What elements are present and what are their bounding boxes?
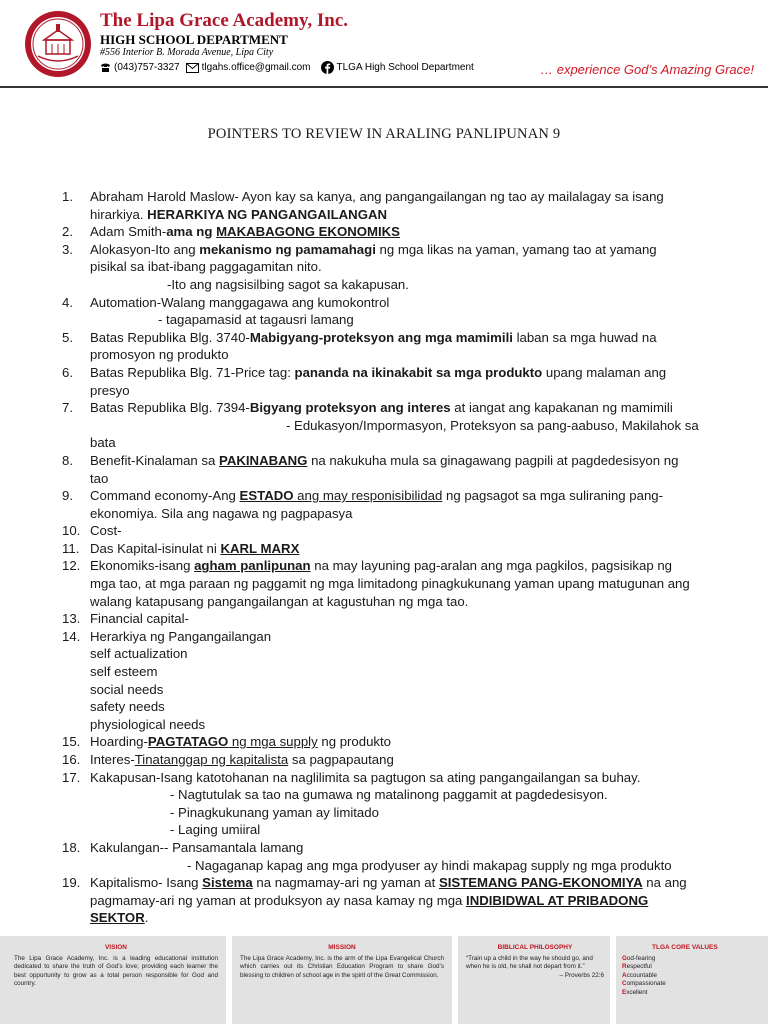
key-term: ama ng (166, 224, 217, 240)
value-rest: ompassionate (626, 980, 666, 988)
list-item (62, 329, 730, 364)
key-term: mekanismo ng pamamahagi (199, 241, 376, 257)
key-term: Sistema (202, 875, 253, 891)
list-item (62, 874, 730, 927)
letterhead (0, 0, 768, 90)
school-tagline: … experience God’s Amazing Grace! (540, 62, 754, 77)
email-address[interactable]: tlgahs.office@gmail.com (201, 62, 311, 73)
item-text: Benefit-Kinalaman sa (90, 452, 220, 468)
item-number: 3. (62, 241, 73, 257)
core-values-section (622, 944, 762, 998)
item-number: 5. (62, 329, 73, 345)
core-value (622, 980, 762, 989)
item-text: na nagmamay-ari ng yaman at (252, 875, 439, 891)
item-text: Kakapusan-Isang katotohanan na naglilimita sa pagtugon sa ating pangangailangan sa buhay. (90, 769, 641, 785)
item-text: sa pagpapautang (288, 752, 394, 767)
item-text: Herarkiya ng Pangangailangan (90, 628, 272, 644)
value-initial: A (622, 971, 627, 979)
mission-text: The Lipa Grace Academy, Inc. is the arm of the Lipa Evangelical Church which carries out its Christian Education Program to share God’s blessing to children of school age in the spirit of the Great Commission. (240, 954, 444, 979)
list-item (62, 522, 730, 540)
school-name: The Lipa Grace Academy, Inc. (100, 10, 349, 31)
item-number: 7. (62, 400, 73, 416)
facebook-contact[interactable] (321, 61, 474, 74)
item-subtext: - Pinagkukunang yaman ay limitado (170, 804, 379, 820)
hierarchy-level: self actualization (90, 646, 188, 662)
hierarchy-level: social needs (90, 681, 164, 697)
item-text: Adam Smith- (90, 224, 167, 240)
item-text: pagmamay-ari ng yaman at produksyon ay nasa kamay ng mga (90, 892, 467, 908)
value-rest: od-fearing (626, 954, 656, 962)
key-term: PAKINABANG (219, 452, 308, 468)
phone-icon (100, 63, 111, 72)
list-item (62, 610, 730, 628)
list-item (62, 540, 730, 558)
philosophy-text: “Train up a child in the way he should go, and when he is old, he shall not depart from it.” (466, 954, 593, 971)
value-initial: G (622, 954, 627, 962)
item-text: Automation-Walang manggagawa ang kumokontrol (90, 294, 390, 310)
item-number: 15. (62, 734, 81, 750)
list-item (62, 769, 730, 839)
item-text: walang katapusang pangangailangan at kagustuhan ng mga tao. (90, 593, 469, 609)
value-initial: E (622, 988, 627, 996)
philosophy-title: BIBLICAL PHILOSOPHY (497, 944, 573, 951)
list-item (62, 241, 730, 294)
item-number: 18. (62, 839, 81, 855)
value-initial: R (622, 963, 627, 971)
item-text: pisikal sa ibat-ibang paggagamitan nito. (90, 259, 322, 275)
facebook-icon (321, 61, 334, 74)
item-subtext: - Edukasyon/Impormasyon, Proteksyon sa pang-aabuso, Makilahok sa (286, 417, 699, 433)
item-text: Batas Republika Blg. 3740- (90, 329, 250, 345)
value-initial: C (622, 980, 627, 988)
footer-divider (610, 936, 616, 1024)
school-seal-logo (24, 10, 92, 78)
header-divider (0, 86, 768, 88)
item-number: 13. (62, 611, 81, 627)
item-number: 6. (62, 364, 73, 380)
item-number: 10. (62, 523, 81, 539)
item-number: 12. (62, 558, 81, 574)
item-text: ng pagsagot sa mga suliraning pang- (442, 488, 663, 504)
value-rest: espectful (626, 963, 652, 971)
key-term: PAGTATAGO (147, 734, 229, 750)
philosophy-reference: – Proverbs 22:6 (559, 971, 604, 979)
list-item (62, 294, 730, 329)
item-text: Batas Republika Blg. 7394- (90, 400, 250, 416)
key-term: Bigyang proteksyon ang interes (249, 400, 451, 416)
phone-number: (043)757-3327 (114, 62, 180, 73)
item-text: Hoarding- (90, 734, 148, 750)
footer-banner (0, 936, 768, 1024)
hierarchy-level: physiological needs (90, 716, 206, 732)
value-rest: xcellent (626, 988, 648, 996)
key-term: ang may responisibilidad (293, 488, 443, 504)
item-text: Batas Republika Blg. 71-Price tag: (90, 364, 295, 380)
item-number: 9. (62, 488, 73, 504)
list-item (62, 557, 730, 610)
mission-title: MISSION (328, 944, 356, 951)
item-text: presyo (90, 382, 130, 398)
department-name: HIGH SCHOOL DEPARTMENT (100, 32, 288, 47)
list-item (62, 628, 730, 734)
key-term: agham panlipunan (194, 558, 311, 574)
email-contact[interactable] (186, 62, 311, 73)
list-item (62, 751, 730, 769)
item-subtext: - Laging umiiral (170, 822, 261, 838)
item-text: upang malaman ang (542, 364, 667, 380)
key-term: SEKTOR (90, 910, 145, 926)
item-text: Interes- (90, 752, 135, 767)
philosophy-section (466, 944, 604, 980)
item-text: Kakulangan-- Pansamantala lamang (90, 839, 304, 855)
footer-divider (226, 936, 232, 1024)
core-value (622, 955, 762, 964)
item-subtext: - Nagaganap kapag ang mga prodyuser ay hindi makapag supply ng mga produkto (187, 857, 672, 873)
list-item (62, 733, 730, 751)
mission-section (240, 944, 444, 980)
item-text: Command economy-Ang (90, 488, 240, 504)
item-text: ng produkto (317, 734, 392, 750)
vision-title: VISION (104, 944, 128, 951)
item-text: bata (90, 435, 116, 451)
item-text: promosyon ng produkto (90, 347, 229, 363)
contact-line (100, 61, 480, 74)
item-text: Ekonomiks-isang (90, 558, 195, 574)
item-subtext: -Ito ang nagsisilbing sagot sa kakapusan. (167, 276, 409, 292)
item-number: 4. (62, 294, 73, 310)
item-text: Das Kapital-isinulat ni (90, 540, 221, 556)
item-subtext: - Nagtutulak sa tao na gumawa ng matalinong paggamit at pagdedesisyon. (170, 787, 608, 803)
item-text: na nakukuha mula sa ginagawang pagpili at pagdedesisyon ng (307, 452, 679, 468)
envelope-icon (186, 63, 199, 73)
item-number: 8. (62, 452, 73, 468)
key-term: KARL MARX (220, 540, 300, 556)
list-item (62, 364, 730, 399)
item-number: 2. (62, 224, 73, 240)
key-term: INDIBIDWAL AT PRIBADONG (466, 892, 649, 908)
key-term: pananda na ikinakabit sa mga produkto (294, 364, 543, 380)
school-address: #556 Interior B. Morada Avenue, Lipa City (100, 47, 274, 58)
item-number: 14. (62, 628, 81, 644)
review-pointers-list (62, 188, 730, 927)
item-text: mga tao, at mga paraan ng paggamit ng mga limitadong pinagkukunang yaman upang matugunan ang (90, 576, 690, 592)
phone-contact (100, 62, 180, 73)
item-text: na may layuning pag-aralan ang mga pagkilos, pagsisikap ng (310, 558, 672, 574)
item-text: Kapitalismo- Isang (90, 875, 203, 891)
core-value (622, 963, 762, 972)
vision-section (14, 944, 218, 989)
item-subtext: - tagapamasid at tagausri lamang (158, 312, 354, 328)
item-text: na ang (642, 875, 687, 891)
core-value (622, 972, 762, 981)
item-text: hirarkiya. (90, 206, 148, 222)
key-term: SISTEMANG PANG-EKONOMIYA (438, 875, 643, 891)
value-rest: ccountable (626, 971, 658, 979)
item-number: 19. (62, 875, 81, 891)
footer-divider (452, 936, 458, 1024)
item-number: 1. (62, 189, 73, 204)
hierarchy-level: safety needs (90, 699, 165, 715)
list-item (62, 839, 730, 874)
document-title: POINTERS TO REVIEW IN ARALING PANLIPUNAN 9 (207, 126, 561, 142)
list-item (62, 487, 730, 522)
list-item (62, 188, 730, 223)
item-number: 17. (62, 769, 81, 785)
core-values-title: TLGA CORE VALUES (652, 944, 718, 951)
item-number: 11. (62, 540, 80, 556)
list-item (62, 223, 730, 241)
list-item (62, 399, 730, 452)
key-term: Tinatanggap ng kapitalista (134, 752, 289, 767)
item-text: tao (90, 470, 109, 486)
key-term: MAKABAGONG EKONOMIKS (216, 224, 400, 240)
key-term: Mabigyang-proteksyon ang mga mamimili (249, 329, 513, 345)
vision-text: The Lipa Grace Academy, Inc. is a leading educational institution dedicated to share the truth of God’s love; providing each learner the best opportunity to grow as a total person responsible for God and country. (14, 954, 218, 988)
item-text: Financial capital- (90, 611, 189, 627)
item-text: Alokasyon-Ito ang (90, 241, 200, 257)
item-text: Cost- (90, 523, 122, 539)
item-text: ng mga likas na yaman, yamang tao at yamang (375, 241, 657, 257)
item-text: laban sa mga huwad na (512, 329, 657, 345)
hierarchy-level: self esteem (90, 664, 158, 680)
item-number: 16. (62, 752, 81, 767)
item-text: Abraham Harold Maslow- Ayon kay sa kanya, ang pangangailangan ng tao ay mailalagay sa isang (90, 189, 664, 204)
item-text: ekonomiya. Sila ang nagawa ng pagpapasya (90, 505, 353, 521)
list-item (62, 452, 730, 487)
core-value (622, 989, 762, 998)
item-text: . (144, 910, 149, 926)
key-term: ESTADO (239, 488, 294, 504)
facebook-page[interactable]: TLGA High School Department (336, 62, 474, 73)
item-text: at iangat ang kapakanan ng mamimili (450, 400, 673, 416)
key-term: ng mga supply (228, 734, 318, 750)
key-term: HERARKIYA NG PANGANGAILANGAN (147, 206, 387, 222)
